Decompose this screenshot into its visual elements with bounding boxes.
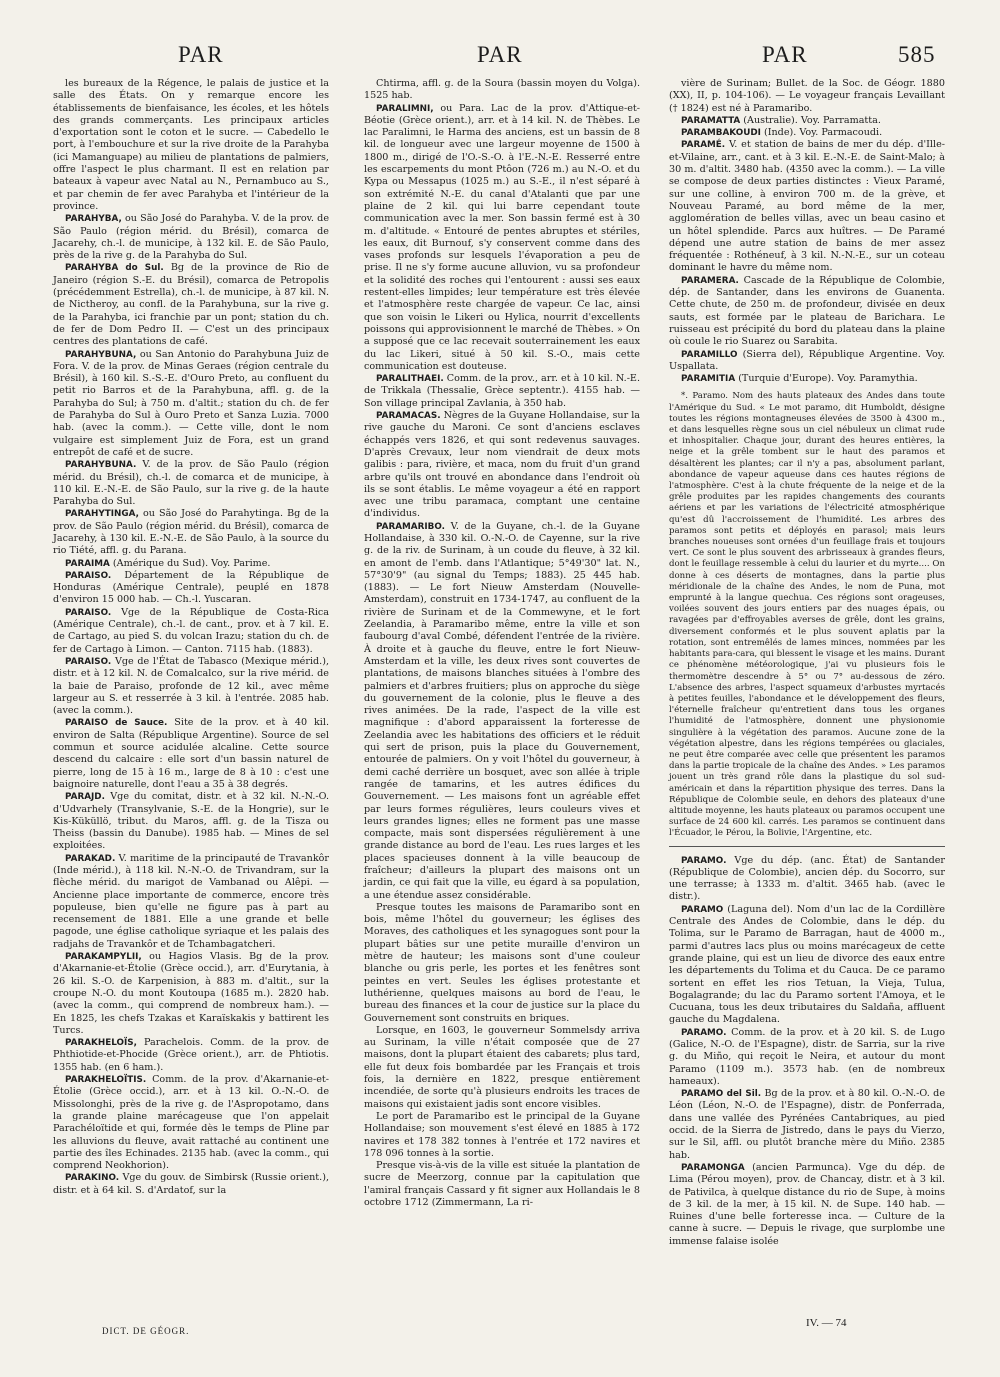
entry-text: Bg de la province de Rio de Janeiro (région S.-E. du Brésil), comarca de Petropolis (précédemment Estrella), ch.-l. de municipe, à 87 kil. N. de Nictheroy, au confl. de la Parahybuna, sur la rive g. de la Parahyba, ici franchie par un pont; station du ch. de fer de Dom Pedro II. — C'est un des principaux centres des plantations de café. xyxy=(53,262,329,348)
text-paragraph xyxy=(669,78,945,115)
dictionary-entry xyxy=(53,262,329,348)
dictionary-entry xyxy=(53,853,329,951)
entry-headword: PARAKAMPYLII, xyxy=(65,952,142,963)
entry-headword: PARALIMNI, xyxy=(376,103,434,114)
header-left: PAR xyxy=(178,42,224,67)
entry-text: Vge du comitat, distr. et à 32 kil. N.-N.-O. d'Udvarhely (Transylvanie, S.-E. de la Hongrie), sur le Kis-Küküllö, tribut. du Maros, affl. g. de la Tisza ou Theiss (bassin du Danube). 1985 hab. — Mines de sel exploitées. xyxy=(53,791,329,852)
entry-headword: PARAKINO. xyxy=(65,1173,120,1184)
dictionary-entry xyxy=(53,570,329,607)
entry-text: Département de la République de Honduras (Amérique Centrale), peuplé en 1878 d'environ 15 000 hab. — Ch.-l. Yuscaran. xyxy=(53,569,329,606)
entry-headword: PARAHYTINGA, xyxy=(65,509,139,520)
dictionary-entry xyxy=(364,410,640,521)
entry-text: Vge du dép. (anc. État) de Santander (République de Colombie), ancien dép. du Socorro, sur une terrasse; à 1333 m. d'altit. 3465 hab. (avec le distr.). xyxy=(669,854,945,903)
entry-text: Cascade de la République de Colombie, dép. de Santander, dans les environs de Guanenta. Cette chute, de 250 m. de profondeur, divisée en deux sauts, est formée par le plateau de Barichara. Le ruisseau est précipité du bord du plateau dans la plaine où coule le rio Suarez ou Sarabita. xyxy=(669,274,945,348)
entry-headword: PARAMATTA xyxy=(681,115,741,126)
dictionary-entry xyxy=(669,1088,945,1162)
entry-text: Vge du gouv. de Simbirsk (Russie orient.), distr. et à 64 kil. S. d'Ardatof, sur la xyxy=(53,1172,329,1196)
dictionary-entry xyxy=(53,1037,329,1074)
dictionary-entry xyxy=(53,951,329,1037)
entry-text: (Inde). Voy. Parmacoudi. xyxy=(760,127,883,139)
entry-headword: PARAMO del Sil. xyxy=(681,1089,762,1100)
entry-headword: PARAISO. xyxy=(65,656,112,667)
entry-headword: PARAHYBUNA, xyxy=(65,349,137,360)
dictionary-entry xyxy=(364,373,640,410)
entry-text: Site de la prov. et à 40 kil. environ de Salta (République Argentine). Source de sel commun et source acidulée alcaline. Cette source descend du calcaire : elle sort d'un bassin naturel de pierre, long de 15 à 16 m., large de 8 à 10 : c'est une baignoire naturelle, dont l'eau a 35 à 38 degrés. xyxy=(53,717,329,790)
dictionary-entry xyxy=(364,521,640,902)
entry-headword: PARAMILLO xyxy=(681,349,738,360)
entry-text: (ancien Parmunca). Vge du dép. de Lima (Pérou moyen), prov. de Chancay, distr. et à 3 kil. de Pativilca, à quelque distance du rio de Supe, à moins de 3 kil. de la mer, à 15 kil. N. de Supe. 140 hab. — Ruines d'une belle forteresse inca. — Culture de la canne à sucre. — Depuis le rivage, que surplombe une immense falaise isolée xyxy=(669,1161,945,1247)
entry-headword: PARAMÉ. xyxy=(681,140,726,151)
entry-text: Comm. de la prov. d'Akarnanie-et-Étolie (Grèce occid.), arr. et à 13 kil. O.-N.-O. de Missolonghi, près de la rive g. de l'Aspropotamo, dans la grande plaine marécageuse que l'on appelait Parachéloïtide et qui, formée dès le temps de Pline par les alluvions du fleuve, avait rattaché au continent une partie des îles Echinades. 2135 hab. (avec la comm., qui comprend Neokhorion). xyxy=(53,1074,329,1172)
dictionary-entry xyxy=(53,607,329,656)
dictionary-entry xyxy=(669,1162,945,1248)
entry-text: Chtirma, affl. g. de la Soura (bassin moyen du Volga). 1525 hab. xyxy=(364,78,640,102)
entry-headword: PARAISO. xyxy=(65,570,112,581)
dictionary-entry xyxy=(53,558,329,570)
entry-text: V. et station de bains de mer du dép. d'Ille-et-Vilaine, arr., cant. et à 3 kil. E.-N.-E. de Saint-Malo; à 30 m. d'altit. 3480 hab. (4350 avec la comm.). — La ville se compose de deux parties distinctes : Vieux Paramé, sur une colline, à environ 700 m. de la grève, et Nouveau Paramé, au bord même de la mer, agglomération de belles villas, avec un beau casino et un hôtel splendide. Parcs aux huîtres. — De Paramé dépend une autre station de bains de mer assez fréquentée : Rothéneuf, à 3 kil. N.-N.-E., sur un coteau dominant le havre du même nom. xyxy=(669,139,945,274)
footer-volume: IV. — 74 xyxy=(806,1317,847,1329)
entry-text: (Laguna del). Nom d'un lac de la Cordillère Centrale des Andes de Colombie, dans le dép. du Tolima, sur le Paramo de Barragan, haut de 4000 m., parmi d'autres lacs plus ou moins marécageux de cette grande plaine, qui est un lieu de divorce des eaux entre les départements du Tolima et du Cauca. De ce paramo sortent en effet les rios Tetuan, la Vieja, Tulua, Bogalagrande; du lac du Paramo sortent l'Amoya, et le Cucuana, tous les deux tributaires du Saldaña, affluent gauche du Magdalena. xyxy=(669,903,945,1026)
entry-headword: PARAMARIBO. xyxy=(376,521,445,532)
dictionary-entry xyxy=(53,1172,329,1197)
entry-headword: PARAMBAKOUDI xyxy=(681,128,761,139)
text-paragraph xyxy=(364,902,640,1025)
entry-headword: PARAIMA xyxy=(65,558,110,569)
entry-text: ou São José do Parahytinga. Bg de la prov. de São Paulo (région mérid. du Brésil), comarca de Jacarehy, à 130 kil. E.-N.-E. de São Paulo, à la source du rio Tiété, affl. g. du Parana. xyxy=(53,508,329,557)
dictionary-entry xyxy=(669,139,945,274)
entry-text: Vge de l'État de Tabasco (Mexique mérid.), distr. et à 12 kil. N. de Comalcalco, sur la rive mérid. de la baie de Paraiso, profonde de 12 kil., avec même largeur au S. et resserrée à 3 kil. à l'entrée. 2085 hab. (avec la comm.). xyxy=(53,655,329,717)
dictionary-entry xyxy=(53,656,329,717)
entry-headword: PARAISO. xyxy=(65,607,112,618)
text-paragraph xyxy=(364,78,640,103)
footer-signature: DICT. DE GÉOGR. xyxy=(102,1326,190,1336)
entry-text: ou Para. Lac de la prov. d'Attique-et-Béotie (Grèce orient.), arr. et à 14 kil. N. de Thèbes. Le lac Paralimni, le Harma des anciens, est un bassin de 8 kil. de longueur avec une largeur moyenne de 1500 à 1800 m., dirigé de l'O.-S.-O. à l'E.-N.-E. Resserré entre les escarpements du mont Ptôon (726 m.) au N.-O. et du Kypa ou Messapus (1025 m.) au S.-E., il n'est séparé à son extrémité N.-E. du canal d'Atalanti que par une plaine de 2 kil. qui lui barre cependant toute communication avec la mer. Son bassin fermé est à 30 m. d'altitude. « Entouré de pentes abruptes et stériles, les eaux, dit Burnouf, s'y conservent comme dans des vases profonds sur lesquels l'évaporation a peu de prise. Il ne s'y forme aucune alluvion, vu sa profondeur et la solidité des roches qui l'entourent : aussi ses eaux restent-elles limpides; leur température est très élevée et l'atmosphère reste chargée de vapeur. Ce lac, ainsi que son voisin le Likeri ou Hylica, nourrit d'excellents poissons qui approvisionnent le marché de Thèbes. » On a supposé que ce lac recevait souterrainement les eaux du lac Likeri, situé à 50 kil. S.-O., mais cette communication est douteuse. xyxy=(364,102,640,372)
entry-headword: PARALITHAEI. xyxy=(376,374,444,385)
page-number: 585 xyxy=(898,42,936,67)
dictionary-entry xyxy=(53,508,329,557)
text-column-2 xyxy=(364,78,640,1209)
dictionary-entry xyxy=(669,855,945,904)
entry-text: (Australie). Voy. Parramatta. xyxy=(740,114,881,126)
entry-headword: PARAMO xyxy=(681,904,724,915)
entry-headword: PARAMONGA xyxy=(681,1162,745,1173)
entry-headword: PARAHYBA, xyxy=(65,214,122,225)
entry-text: Bg de la prov. et à 80 kil. O.-N.-O. de Léon (Léon, N.-O. de l'Espagne), distr. de Ponferrada, dans une vallée des Pyrénées Cantabriques, au pied occid. de la Sierra de Jistredo, dans le pays du Vierzo, sur le Sil, affl. ou plutôt branche mère du Miño. 2385 hab. xyxy=(669,1088,945,1161)
running-header xyxy=(0,42,1000,72)
entry-headword: PARAJD. xyxy=(65,792,105,803)
entry-headword: PARAKHELOÏS, xyxy=(65,1038,137,1049)
entry-headword: PARAMO. xyxy=(681,1027,727,1038)
entry-text: V. de la Guyane, ch.-l. de la Guyane Hollandaise, à 330 kil. O.-N.-O. de Cayenne, sur la rive g. de la riv. de Surinam, à un coude du fleuve, à 32 kil. en amont de l'emb. dans l'Atlantique; 5°49'30" lat. N., 57°30'9" (au signal du Temps; 1883). 25 445 hab. (1883). — Le fort Nieuw Amsterdam (Nouvelle-Amsterdam), construit en 1734-1747, au confluent de la rivière de Surinam et de la Commewyne, et le fort Zeelandia, à Paramaribo même, entre la ville et son faubourg d'aval Combé, défendent l'entrée de la rivière. À droite et à gauche du fleuve, entre le fort Nieuw-Amsterdam et la ville, les deux rives sont couvertes de plantations, de maisons blanches situées à l'ombre des palmiers et d'arbres fruitiers; plus on approche du siège du gouvernement de la colonie, plus le fleuve a des rives animées. De la rade, l'aspect de la ville est magnifique : d'abord apparaissent la forteresse de Zeelandia avec les habitations des officiers et le réduit qui sert de prison, puis la place du Gouvernement, entourée de palmiers. On y voit l'hôtel du gouverneur, à demi caché derrière un bosquet, avec son allée à triple rangée de tamarins, et les autres édifices du Gouvernement. — Les maisons font un agréable effet par leurs formes régulières, leurs couleurs vives et leurs grandes lignes; elles ne forment pas une masse compacte, mais sont dispersées régulièrement à une grande distance au bord de l'eau. Les rues larges et les places spacieuses donnent à la ville beaucoup de fraîcheur; d'ailleurs la plupart des maisons ont un jardin, ce qui fait que la ville, eu égard à sa population, a une étendue assez considérable. xyxy=(364,520,640,901)
text-column-1 xyxy=(53,78,329,1197)
dictionary-entry xyxy=(53,791,329,852)
entry-text: vière de Surinam; Bullet. de la Soc. de Géogr. 1880 (XX), II, p. 104-106). — Le voyageur français Levaillant († 1824) est né à Paramaribo. xyxy=(669,78,945,114)
header-right: PAR xyxy=(762,42,808,67)
dictionary-entry xyxy=(669,275,945,349)
dictionary-entry xyxy=(669,115,945,127)
entry-text: V. maritime de la principauté de Travankôr (Inde mérid.), à 118 kil. N.-N.-O. de Trivandram, sur la flèche mérid. du marigot de Vambanad ou Alêpi. — Ancienne place importante de commerce, encore très populeuse, bien qu'elle ne figure pas à part au recensement de 1881. Elle a une grande et belle pagode, une église catholique syriaque et les palais des radjahs de Travankôr et de Tchambagatcheri. xyxy=(53,852,329,950)
entry-text: Nègres de la Guyane Hollandaise, sur la rive gauche du Maroni. Ce sont d'anciens esclaves échappés vers 1826, et qui sont redevenus sauvages. D'après Crevaux, leur nom viendrait de deux mots galibis : para, rivière, et maca, nom du fruit d'un grand arbre qu'ils ont trouvé en abondance dans l'endroit où ils se sont établis. Le même voyageur a été en rapport avec une tribu paramaca, comptant une centaine d'individus. xyxy=(364,410,640,520)
text-paragraph xyxy=(364,1025,640,1111)
entry-headword: PARAHYBUNA. xyxy=(65,460,137,471)
text-paragraph xyxy=(669,391,945,839)
entry-headword: PARAISO de Sauce. xyxy=(65,718,168,729)
entry-text: Vge de la République de Costa-Rica (Amérique Centrale), ch.-l. de cant., prov. et à 7 kil. E. de Cartago, au pied S. du volcan Irazu; station du ch. de fer de Cartago à Limon. — Canton. 7115 hab. (1883). xyxy=(53,606,329,655)
entry-text: Presque toutes les maisons de Paramaribo sont en bois, même l'hôtel du gouverneur; les églises des Moraves, des catholiques et les synagogues sont pour la plupart bâties sur une petite muraille d'environ un mètre de hauteur; les maisons sont d'une couleur blanche ou gris perle, les portes et les fenêtres sont peintes en vert. Seules les églises protestante et luthérienne, quelques maisons au bord de l'eau, le bureau des finances et la cour de justice sur la place du Gouvernement sont construits en briques. xyxy=(364,901,640,1024)
entry-text: Comm. de la prov., arr. et à 10 kil. N.-E. de Trikkala (Thessalie, Grèce septentr.). 4155 hab. — Son village principal Zavlania, à 350 hab. xyxy=(364,373,640,409)
text-column-3 xyxy=(669,78,945,1248)
dictionary-entry xyxy=(669,904,945,1027)
entry-headword: PARAMO. xyxy=(681,855,727,866)
entry-text: les bureaux de la Régence, le palais de justice et la salle des États. On y remarque encore les établissements de bienfaisance, les écoles, et les hôtels des grands commerçants. Les principaux articles d'exportation sont le coton et le sucre. — Cabedello le port, à l'embouchure et sur la rive droite de la Parahyba (ici Mamanguape) au milieu de plantations de palmiers, offre l'aspect le plus charmant. Il est en relation par bateaux à vapeur avec Natal au N., Pernambuco au S., et par chemin de fer avec Parahyba et l'intérieur de la province. xyxy=(53,78,329,212)
dictionary-entry xyxy=(669,349,945,374)
dictionary-entry xyxy=(53,349,329,460)
entry-headword: PARAMACAS. xyxy=(376,411,441,422)
dictionary-entry xyxy=(53,213,329,262)
section-divider xyxy=(669,846,945,847)
entry-text: *. Paramo. Nom des hauts plateaux des Andes dans toute l'Amérique du Sud. « Le mot paramo, dit Humboldt, désigne toutes les régions montagneuses élevées de 3500 à 4300 m., et dans lesquelles règne sous un ciel nébuleux un climat rude et inhospitalier. Chaque jour, durant des heures entières, la neige et la grêle tombent sur le haut des paramos et désaltèrent les plantes; car il n'y a pas, absolument parlant, abondance de vapeur aqueuse dans ces hautes régions de l'atmosphère. C'est à la chute fréquente de la neige et de la grêle produites par les rapides changements des courants aériens et par les variations de l'électricité atmosphérique qu'est dû l'accroissement de l'humidité. Les arbres des paramos sont petits et déployés en parasol; mais leurs branches noueuses sont ornées d'un feuillage frais et toujours vert. Ce sont le plus souvent des arbrisseaux à grandes fleurs, dont le feuillage ressemble à celui du laurier et du myrte.... On donne à ces déserts de montagnes, dans la partie plus méridionale de la chaîne des Andes, le nom de Puna, mot emprunté à la langue quechua. Ces régions sont orageuses, voilées souvent des jours entiers par des nuages épais, ou ravagées par d'effroyables averses de grêle, dont les grains, diversement conformés et le plus souvent aplatis par la rotation, sont entremêlés de lames minces, nommées par les habitants para-cara, qui blessent le visage et les mains. Durant ce phénomène météorologique, j'ai vu plusieurs fois le thermomètre descendre à 5° ou 7° au-dessous de zéro. L'absence des arbres, l'aspect squameux d'arbustes myrtacés à petites feuilles, l'abondance et le développement des fleurs, l'éternelle fraîcheur qu'entretient dans tous les organes l'humidité de l'atmosphère, donnent une physionomie singulière à la végétation des paramos. Aucune zone de la végétation alpestre, dans les régions tempérées ou glaciales, ne peut être comparée avec celle que présentent les paramos dans la partie tropicale de la chaîne des Andes. » Les paramos jouent un très grand rôle dans la plastique du sol sud-américain et dans la répartition physique des terres. Dans la République de Colombie seule, en dehors des plateaux d'une altitude moyenne, les hauts plateaux ou paramos occupent une surface de 24 600 kil. carrés. Les paramos se continuent dans l'Écuador, le Pérou, la Bolivie, l'Argentine, etc. xyxy=(669,391,945,839)
text-paragraph xyxy=(364,1160,640,1209)
entry-headword: PARAKHELOÏTIS. xyxy=(65,1075,147,1086)
dictionary-entry xyxy=(669,1027,945,1088)
dictionary-entry xyxy=(53,459,329,508)
entry-text: Lorsque, en 1603, le gouverneur Sommelsdy arriva au Surinam, la ville n'était composée que de 27 maisons, dont la plupart étaient des cabarets; plus tard, elle fut deux fois bombardée par les Français et trois fois, la dernière en 1822, presque entièrement incendiée, de sorte qu'à plusieurs endroits les traces de maisons qui existaient jadis sont encore visibles. xyxy=(364,1024,640,1110)
entry-text: Parachelois. Comm. de la prov. de Phthiotide-et-Phocide (Grèce orient.), arr. de Phtiotis. 1355 hab. (en 6 ham.). xyxy=(53,1037,329,1073)
entry-text: ou Hagios Vlasis. Bg de la prov. d'Akarnanie-et-Étolie (Grèce occid.), arr. d'Eurytania, à 26 kil. S.-O. de Karpenision, à 883 m. d'altit., sur la croupe N.-O. du mont Koutoupa (1685 m.). 2820 hab. (avec la comm., qui comprend de nombreux ham.). — En 1825, les chefs Tzakas et Karaïskakis y battirent les Turcs. xyxy=(53,951,329,1036)
entry-headword: PARAHYBA do Sul. xyxy=(65,263,164,274)
entry-headword: PARAMERA. xyxy=(681,275,739,286)
header-center: PAR xyxy=(477,42,523,67)
entry-text: (Sierra del), République Argentine. Voy. Uspallata. xyxy=(669,348,945,372)
dictionary-entry xyxy=(669,373,945,385)
dictionary-entry xyxy=(53,717,329,791)
entry-text: (Amérique du Sud). Voy. Parime. xyxy=(109,557,271,569)
entry-text: V. de la prov. de São Paulo (région mérid. du Brésil), ch.-l. de comarca et de municipe, à 110 kil. E.-N.-E. de São Paulo, sur la rive g. de la haute Parahyba do Sul. xyxy=(53,459,329,508)
dictionary-entry xyxy=(53,1074,329,1172)
entry-headword: PARAKAD. xyxy=(65,853,116,864)
entry-text: Comm. de la prov. et à 20 kil. S. de Lugo (Galice, N.-O. de l'Espagne), distr. de Sarria, sur la rive g. du Miño, qui reçoit le Neira, et autour du mont Paramo (1109 m.). 3573 hab. (en de nombreux hameaux). xyxy=(669,1026,945,1087)
entry-headword: PARAMITIA xyxy=(681,374,736,385)
entry-text: ou San Antonio do Parahybuna Juiz de Fora. V. de la prov. de Minas Geraes (région centrale du Brésil), à 160 kil. S.-S.-E. d'Ouro Preto, au confluent du petit rio Barros et de la Parahybuna, affl. g. de la Parahyba do Sul; à 750 m. d'altit.; station du ch. de fer de Parahyba do Sul à Ouro Preto et Sanza Luzia. 7000 hab. (avec la comm.). — Cette ville, dont le nom vulgaire est simplement Juiz de Fora, est un grand entrepôt de café et de sucre. xyxy=(53,348,329,458)
entry-text: (Turquie d'Europe). Voy. Paramythia. xyxy=(735,373,918,385)
entry-text: Presque vis-à-vis de la ville est située la plantation de sucre de Meerzorg, connue par la capitulation que l'amiral français Cassard y fit signer aux Hollandais le 8 octobre 1712 (Zimmermann, La ri- xyxy=(364,1160,640,1209)
text-paragraph xyxy=(53,78,329,213)
entry-text: Le port de Paramaribo est le principal de la Guyane Hollandaise; son mouvement s'est élevé en 1885 à 172 navires et 178 382 tonnes à l'entrée et 172 navires et 178 096 tonnes à la sortie. xyxy=(364,1110,640,1159)
text-paragraph xyxy=(364,1111,640,1160)
entry-text: ou São José do Parahyba. V. de la prov. de São Paulo (région mérid. du Brésil), comarca de Jacarehy, ch.-l. de municipe, à 132 kil. E. de São Paulo, près de la rive g. de la Parahyba do Sul. xyxy=(53,213,329,262)
dictionary-entry xyxy=(364,103,640,374)
dictionary-entry xyxy=(669,127,945,139)
